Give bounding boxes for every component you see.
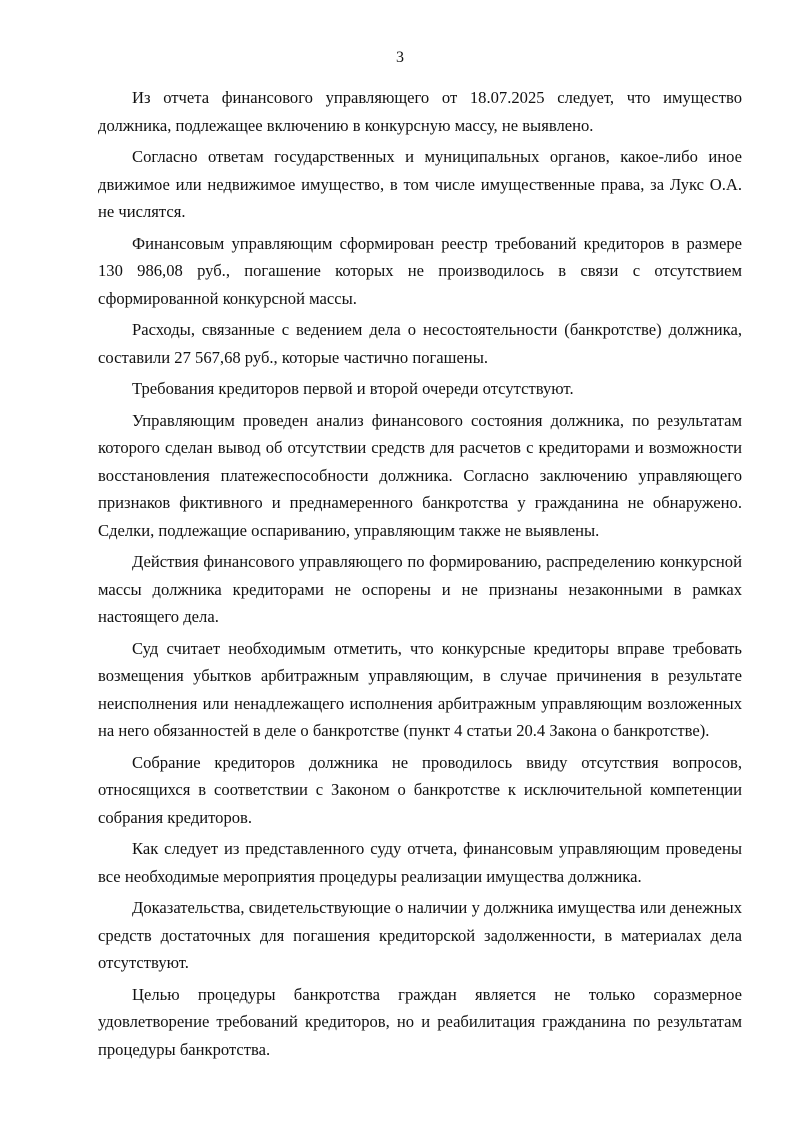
paragraph-evidence-absent: Доказательства, свидетельствующие о наличии у должника имущества или денежных средств достаточных для погашения кредиторской задолженности, в материалах дела отсутствуют. bbox=[98, 898, 742, 972]
document-body bbox=[98, 84, 742, 1067]
paragraph-creditor-registry: Финансовым управляющим сформирован реестр требований кредиторов в размере 130 986,08 руб., погашение которых не производилось в связи с отсутствием сформированной конкурсной массы. bbox=[98, 233, 742, 308]
paragraph-manager-actions: Действия финансового управляющего по формированию, распределению конкурсной массы должника кредиторами не оспорены и не признаны незаконными в рамках настоящего дела. bbox=[98, 552, 742, 626]
paragraph-procedures-completed: Как следует из представленного суду отчета, финансовым управляющим проведены все необходимые мероприятия процедуры реализации имущества должника. bbox=[98, 839, 742, 886]
paragraph-property-not-found: Из отчета финансового управляющего от 18.07.2025 следует, что имущество должника, подлежащее включению в конкурсную массу, не выявлено. bbox=[98, 88, 742, 135]
paragraph-bankruptcy-expenses: Расходы, связанные с ведением дела о несостоятельности (банкротстве) должника, составили 27 567,68 руб., которые частично погашены. bbox=[98, 320, 742, 367]
paragraph-creditors-meeting: Собрание кредиторов должника не проводилось ввиду отсутствия вопросов, относящихся в соответствии с Законом о банкротстве к исключительной компетенции собрания кредиторов. bbox=[98, 752, 742, 827]
paragraph-procedure-goal: Целью процедуры банкротства граждан является не только соразмерное удовлетворение требований кредиторов, но и реабилитация гражданина по результатам процедуры банкротства. bbox=[98, 984, 742, 1059]
paragraph-damages-right: Суд считает необходимым отметить, что конкурсные кредиторы вправе требовать возмещения убытков арбитражным управляющим, в случае причинения в результате неисполнения или ненадлежащего исполнения арбитражным управляющим возложенных на него обязанностей в деле о банкротстве (пункт 4 статьи 20.4 Закона о банкротстве). bbox=[98, 638, 742, 740]
paragraph-priority-claims: Требования кредиторов первой и второй очереди отсутствуют. bbox=[132, 379, 574, 398]
page-number: 3 bbox=[396, 49, 404, 66]
paragraph-state-responses: Согласно ответам государственных и муниципальных органов, какое-либо иное движимое или недвижимое имущество, в том числе имущественные права, за Лукс О.А. не числятся. bbox=[98, 147, 742, 221]
paragraph-financial-analysis: Управляющим проведен анализ финансового состояния должника, по результатам которого сделан вывод об отсутствии средств для расчетов с кредиторами и возможности восстановления платежеспособности должника. Согласно заключению управляющего признаков фиктивного и преднамеренного банкротства у гражданина не обнаружено. Сделки, подлежащие оспариванию, управляющим также не выявлены. bbox=[98, 410, 742, 540]
